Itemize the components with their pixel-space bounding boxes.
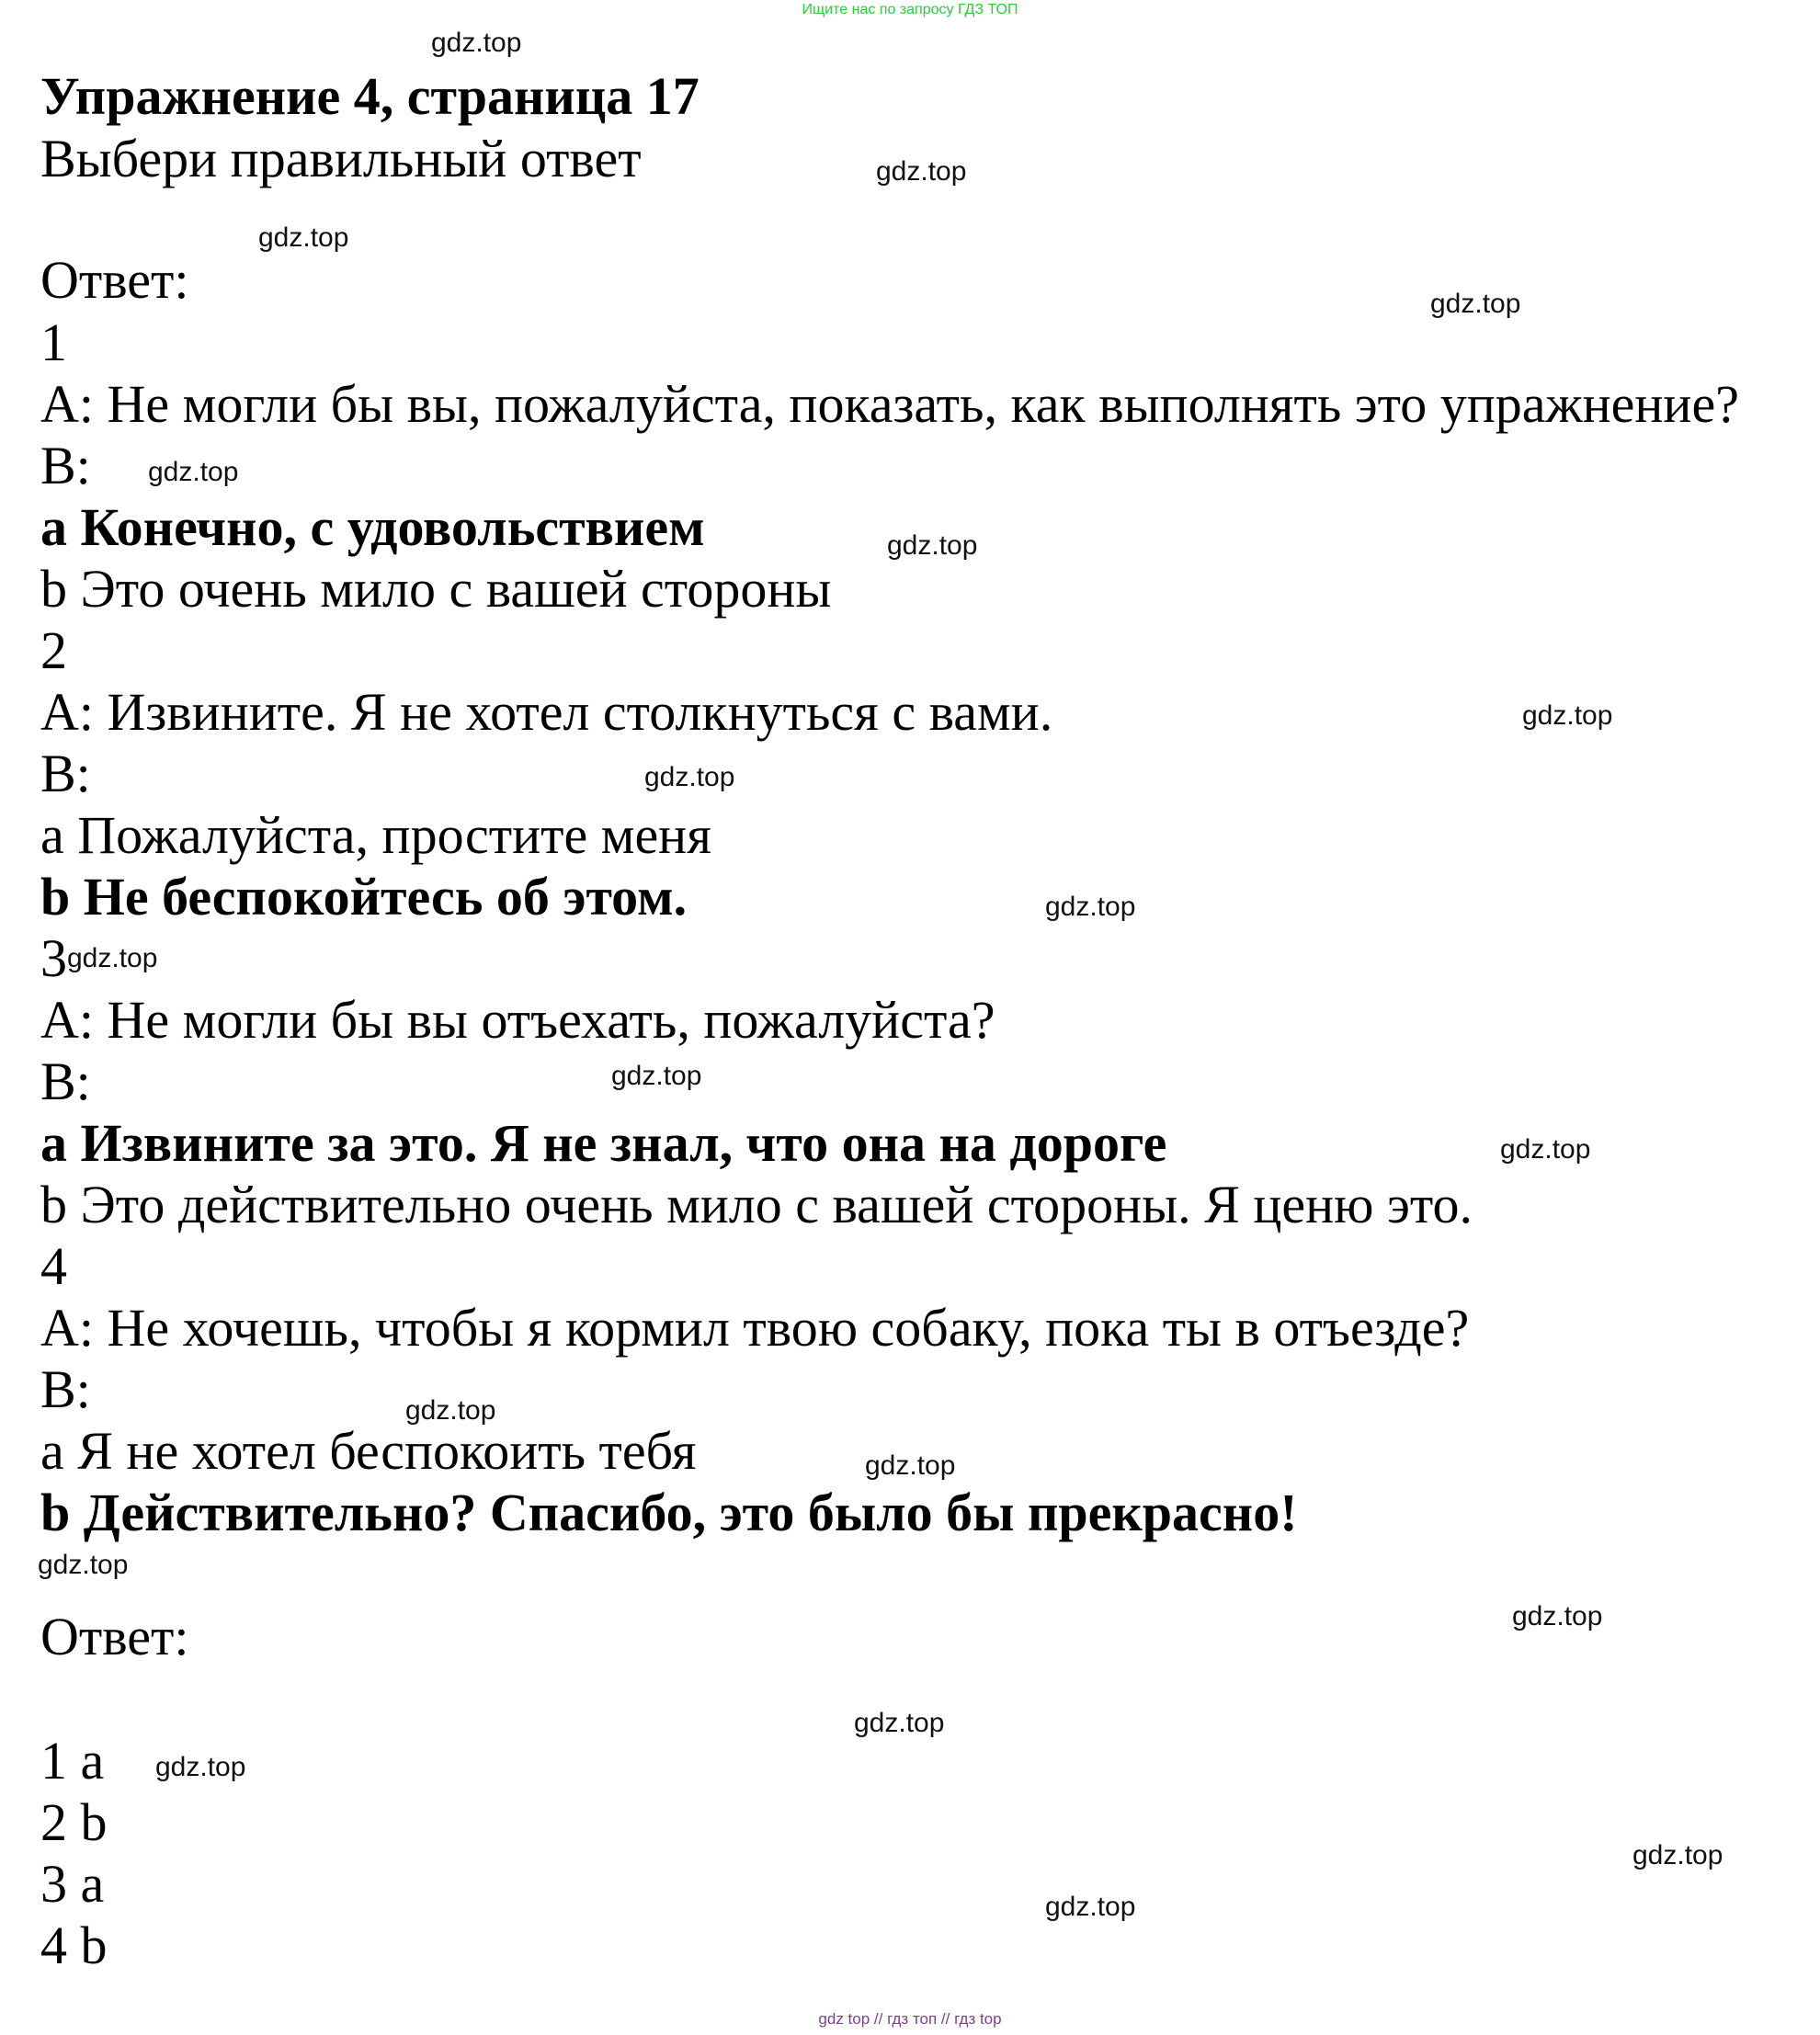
watermark: gdz.top bbox=[155, 1752, 246, 1782]
final-answer-3: 3 a bbox=[40, 1854, 105, 1914]
watermark: gdz.top bbox=[1500, 1134, 1591, 1165]
watermark: gdz.top bbox=[1045, 892, 1136, 922]
dialogue-b-line-3: B: bbox=[40, 1052, 91, 1111]
watermark: gdz.top bbox=[611, 1061, 702, 1091]
watermark: gdz.top bbox=[876, 156, 967, 187]
item-number-1: 1 bbox=[40, 313, 67, 372]
watermark: gdz.top bbox=[854, 1708, 945, 1738]
exercise-title: Упражнение 4, страница 17 bbox=[40, 66, 700, 126]
watermark: gdz.top bbox=[1045, 1892, 1136, 1922]
watermark: gdz.top bbox=[865, 1450, 956, 1481]
option-3a-correct: a Извините за это. Я не знал, что она на дороге bbox=[40, 1113, 1167, 1173]
watermark: gdz.top bbox=[67, 943, 158, 973]
final-answer-label: Ответ: bbox=[40, 1607, 189, 1666]
watermark: gdz.top bbox=[431, 28, 522, 58]
option-4b-correct: b Действительно? Спасибо, это было бы прекрасно! bbox=[40, 1483, 1298, 1542]
watermark: gdz.top bbox=[405, 1395, 496, 1426]
option-3b: b Это действительно очень мило с вашей стороны. Я ценю это. bbox=[40, 1175, 1473, 1234]
option-1b: b Это очень мило с вашей стороны bbox=[40, 559, 832, 619]
watermark: gdz.top bbox=[38, 1550, 129, 1580]
watermark: gdz.top bbox=[258, 222, 349, 253]
option-4a: a Я не хотел беспокоить тебя bbox=[40, 1421, 697, 1481]
item-number-4: 4 bbox=[40, 1236, 67, 1296]
option-1a-correct: a Конечно, с удовольствием bbox=[40, 497, 705, 557]
item-number-2: 2 bbox=[40, 620, 67, 680]
dialogue-b-line-2: B: bbox=[40, 744, 91, 803]
final-answer-1: 1 a bbox=[40, 1731, 105, 1791]
final-answer-4: 4 b bbox=[40, 1916, 108, 1975]
watermark: gdz.top bbox=[644, 762, 735, 792]
watermark: gdz.top bbox=[1632, 1840, 1723, 1870]
dialogue-a-line-4: A: Не хочешь, чтобы я кормил твою собаку, пока ты в отъезде? bbox=[40, 1298, 1470, 1358]
dialogue-a-line-1: A: Не могли бы вы, пожалуйста, показать, как выполнять это упражнение? bbox=[40, 374, 1739, 434]
watermark: gdz.top bbox=[887, 530, 978, 561]
option-2a: a Пожалуйста, простите меня bbox=[40, 805, 711, 865]
watermark: gdz.top bbox=[1430, 289, 1521, 319]
dialogue-b-line-1: B: bbox=[40, 436, 91, 495]
watermark: gdz.top bbox=[148, 457, 239, 487]
option-2b-correct: b Не беспокойтесь об этом. bbox=[40, 867, 688, 927]
watermark: gdz.top bbox=[1512, 1601, 1603, 1631]
answer-label: Ответ: bbox=[40, 250, 189, 310]
dialogue-a-line-3: A: Не могли бы вы отъехать, пожалуйста? bbox=[40, 990, 995, 1050]
top-search-banner: Ищите нас по запросу ГДЗ ТОП bbox=[802, 2, 1018, 17]
item-number-3: 3 bbox=[40, 928, 67, 988]
dialogue-b-line-4: B: bbox=[40, 1359, 91, 1419]
final-answer-2: 2 b bbox=[40, 1792, 108, 1852]
watermark: gdz.top bbox=[1522, 700, 1613, 731]
task-instruction: Выбери правильный ответ bbox=[40, 129, 642, 188]
footer-watermark: gdz top // гдз топ // гдз top bbox=[818, 2010, 1002, 2028]
dialogue-a-line-2: A: Извините. Я не хотел столкнуться с вами. bbox=[40, 682, 1053, 742]
